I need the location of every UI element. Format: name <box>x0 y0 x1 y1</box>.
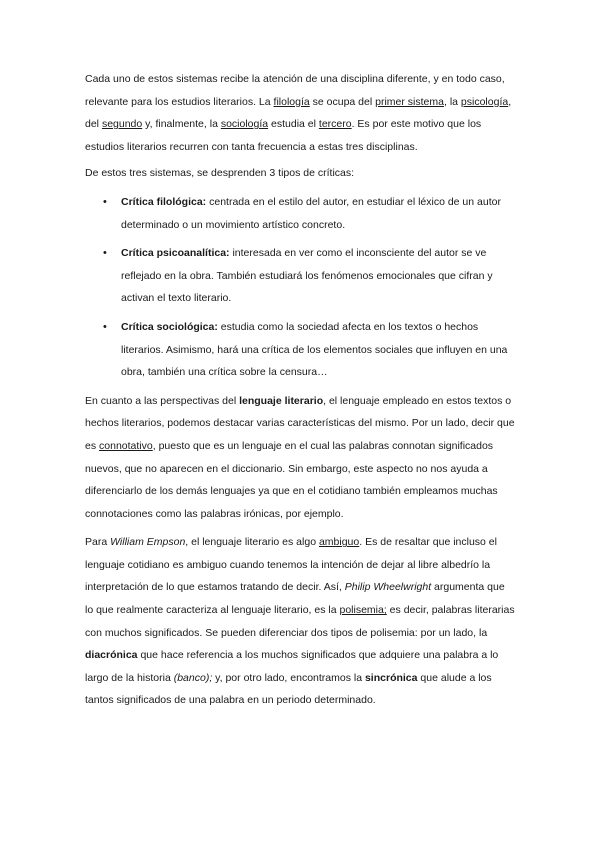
underlined-term-primer-sistema: primer sistema <box>375 95 444 108</box>
list-item <box>85 191 515 236</box>
text-run: , el lenguaje literario es algo <box>185 536 319 549</box>
bold-term-sincronica: sincrónica <box>364 671 418 684</box>
underlined-term-tercero: tercero <box>318 118 352 131</box>
underlined-term-polisemia: polisemia; <box>339 604 387 617</box>
underlined-term-segundo: segundo <box>101 118 143 131</box>
text-run: se ocupa del <box>309 95 376 108</box>
critique-title: Crítica psicoanalítica: <box>121 247 230 260</box>
text-run: que hace referencia a los muchos significados que adquiere una palabra a lo largo de la historia <box>85 649 499 684</box>
text-run: es decir, palabras literarias con muchos significados. Se pueden diferenciar dos tipos de polisemia: por un lado, la <box>85 604 515 639</box>
text-run: Para <box>85 536 111 549</box>
underlined-term-connotativo: connotativo <box>99 439 153 452</box>
critiques-list <box>85 191 515 384</box>
text-run: , puesto que es un lenguaje en el cual las palabras connotan significados nuevos, que no aparecen en el diccionario. Sin embargo, este aspecto no nos ayuda a diferenciarlo de los demás lenguajes ya que en el cotidiano también empleamos muchas connotaciones como las palabras irónicas, por ejemplo. <box>85 439 498 520</box>
text-run: Cada uno de estos sistemas recibe la atención de una disciplina diferente, y en todo caso, relevante para los estudios literarios. La <box>85 73 505 108</box>
list-item <box>85 242 515 310</box>
bold-term-diacronica: diacrónica <box>85 649 138 662</box>
text-run: que alude a los tantos significados de una palabra en un periodo determinado. <box>85 671 492 707</box>
underlined-term-filologia: filología <box>273 95 310 108</box>
critique-title: Crítica sociológica: <box>121 320 218 333</box>
text-run: En cuanto a las perspectivas del <box>85 394 240 407</box>
text-run: , el lenguaje empleado en estos textos o hechos literarios, podemos destacar varias características del mismo. Por un lado, decir que es <box>85 394 515 452</box>
list-item <box>85 316 515 384</box>
italic-name-philip-wheelwright: Philip Wheelwright <box>344 581 432 594</box>
text-run: . Es por este motivo que los estudios literarios recurren con tanta frecuencia a estas tres disciplinas. <box>85 118 482 153</box>
text-run: estudia el <box>268 118 319 131</box>
paragraph-critiques-intro: De estos tres sistemas, se desprenden 3 tipos de críticas: <box>85 167 355 180</box>
text-run: , la <box>443 95 461 108</box>
text-run: y, finalmente, la <box>142 118 221 131</box>
bold-term-lenguaje-literario: lenguaje literario <box>239 394 324 407</box>
bullet-icon: • <box>103 195 107 208</box>
underlined-term-psicologia: psicología <box>460 95 509 108</box>
bullet-icon: • <box>103 320 107 333</box>
text-run: y, por otro lado, encontramos la <box>212 671 365 684</box>
critique-text: centrada en el estilo del autor, en estudiar el léxico de un autor determinado o un movimiento artístico concreto. <box>121 195 501 231</box>
critique-title: Crítica filológica: <box>121 195 207 208</box>
bullet-icon: • <box>103 247 107 260</box>
underlined-term-ambiguo: ambiguo <box>318 536 360 549</box>
paragraph-disciplines <box>85 68 515 158</box>
italic-name-william-empson: William Empson <box>110 536 186 549</box>
underlined-term-sociologia: sociología <box>220 118 269 131</box>
text-run: . Es de resaltar que incluso el lenguaje cotidiano es ambiguo cuando tenemos la intención de dejar al libre albedrío la interpretación de lo que estamos tratando de decir. Así, <box>85 536 497 594</box>
paragraph-ambiguity <box>85 531 515 712</box>
text-run: argumenta que lo que realmente caracteriza al lenguaje literario, es la <box>85 581 505 617</box>
italic-example-banco: (banco); <box>173 671 213 684</box>
critique-text: interesada en ver como el inconsciente del autor se ve reflejado en la obra. También estudiará los fenómenos emocionales que cifran y activan el texto literario. <box>121 247 493 305</box>
text-run: , del <box>85 95 512 131</box>
critique-text: estudia como la sociedad afecta en los textos o hechos literarios. Asimismo, hará una crítica de los elementos sociales que influyen en una obra, también una crítica sobre la censura… <box>121 320 508 379</box>
paragraph-literary-language <box>85 390 515 526</box>
document-page <box>85 68 515 718</box>
